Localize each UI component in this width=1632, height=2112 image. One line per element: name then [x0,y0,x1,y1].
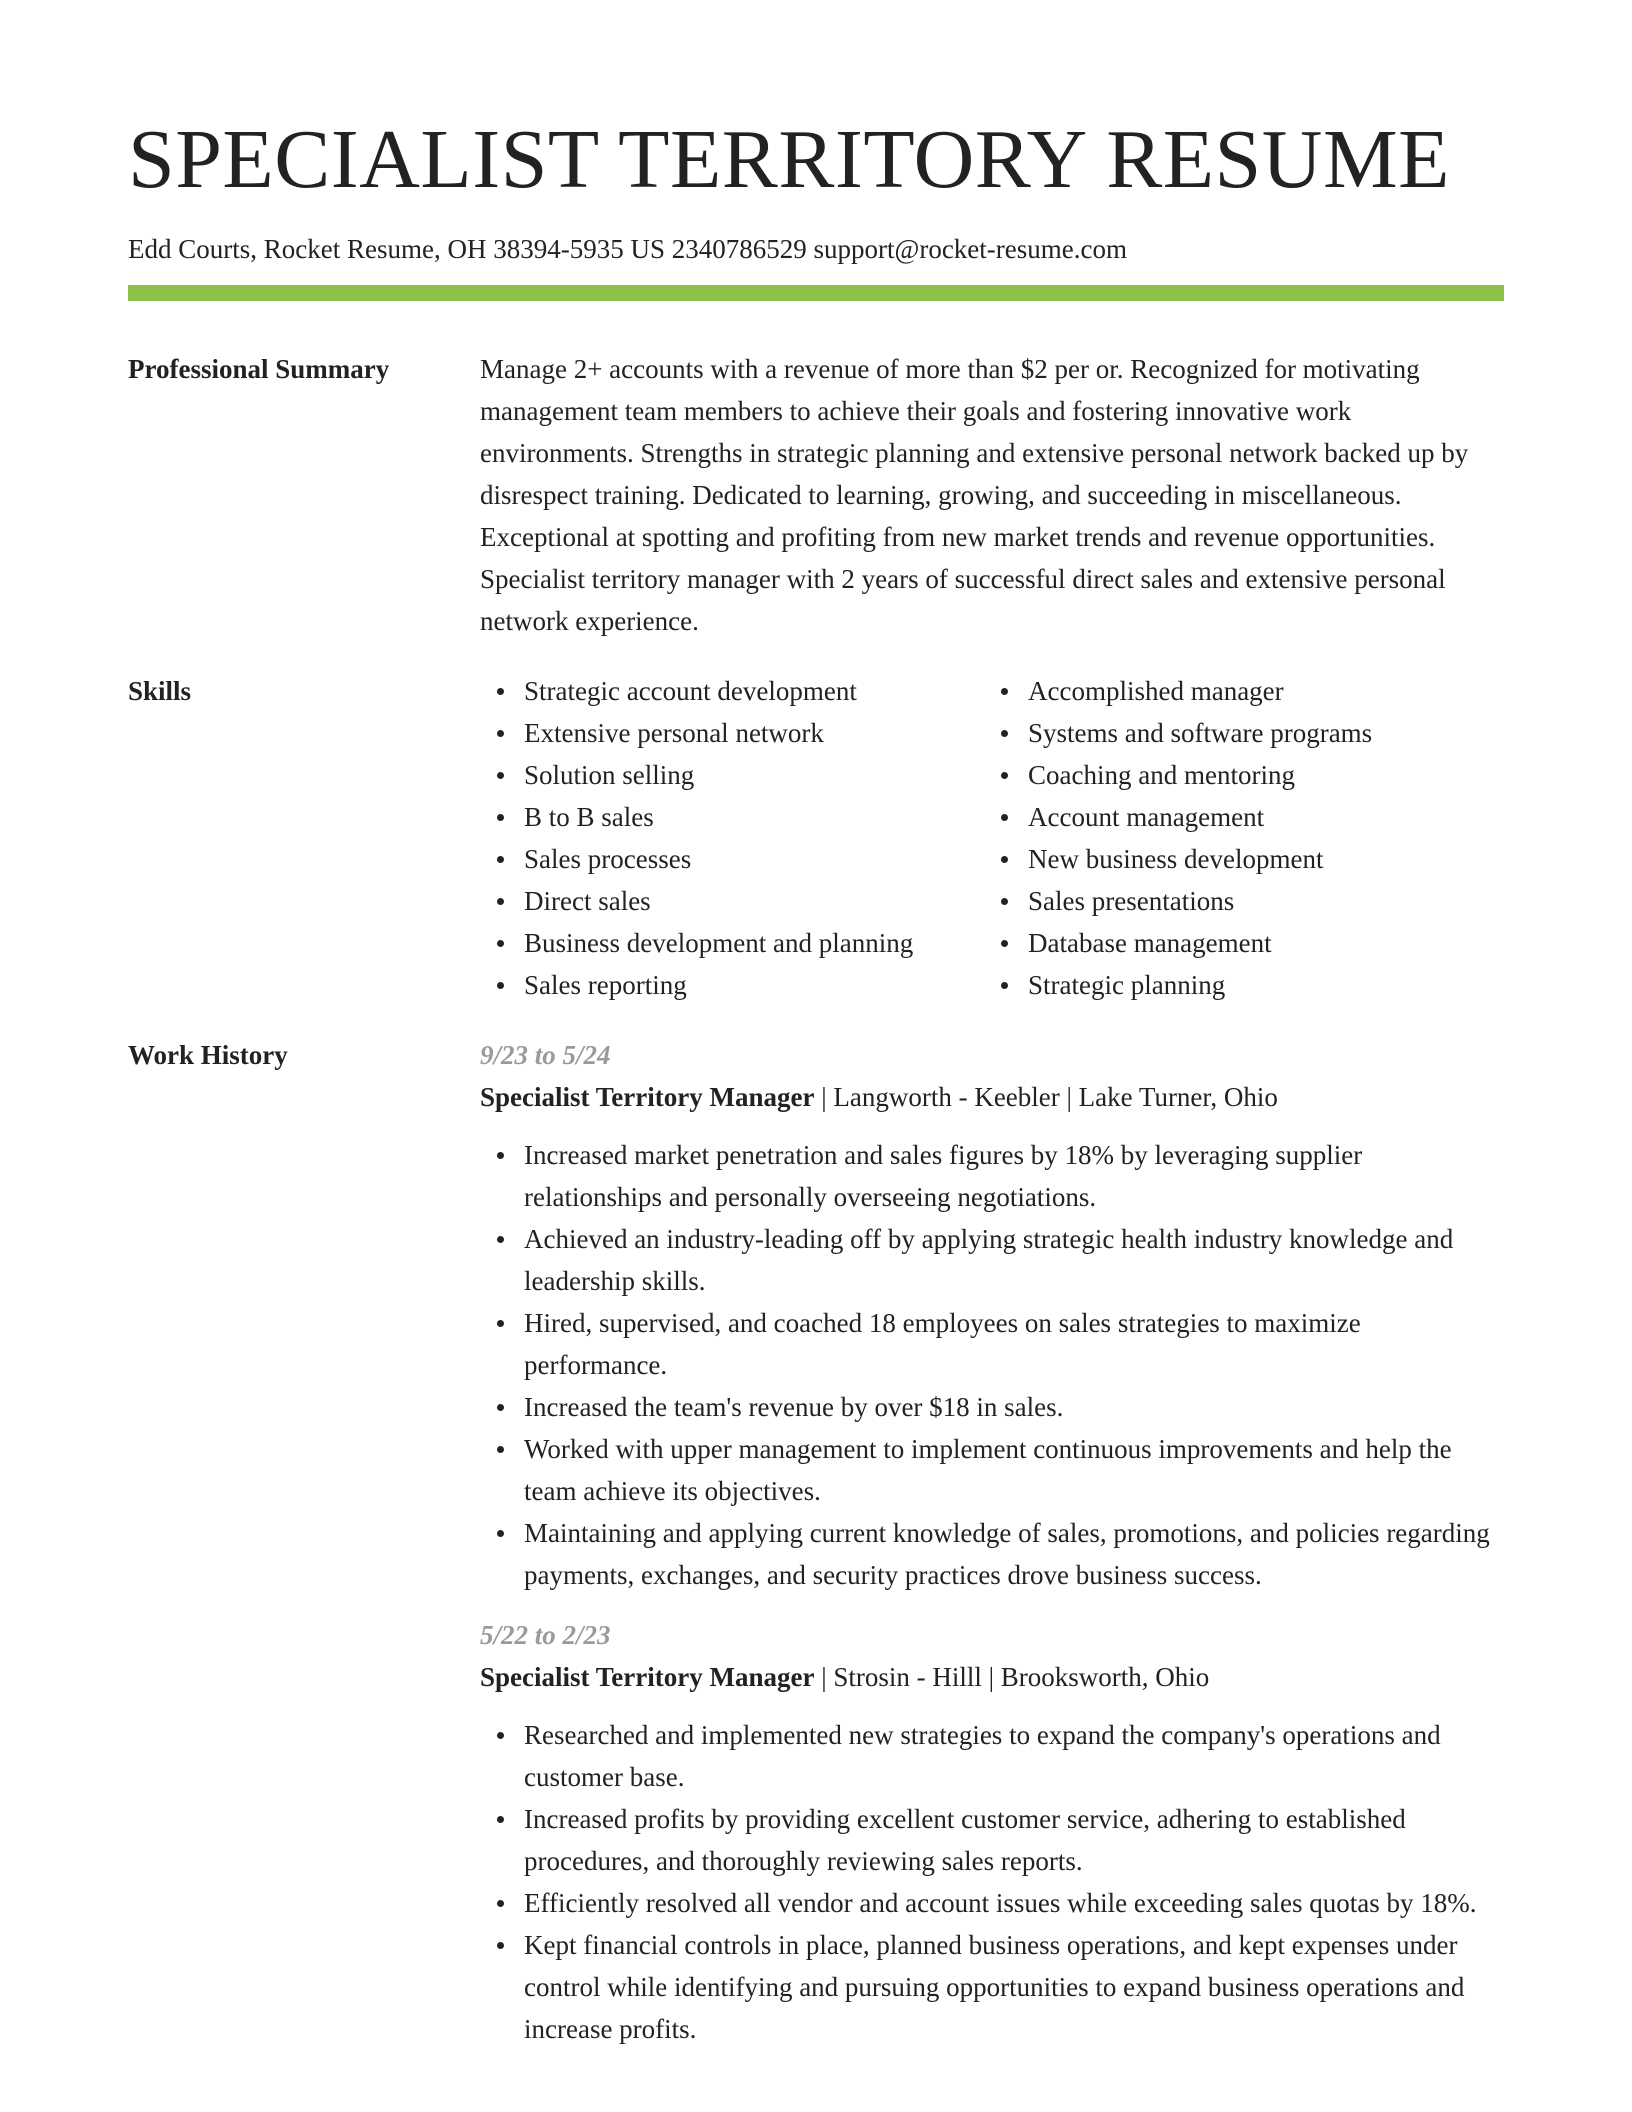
job-entry [480,1614,1504,2050]
contact-line: Edd Courts, Rocket Resume, OH 38394-5935 US 2340786529 support@rocket-resume.com [128,234,1127,264]
skill-item: Direct sales [480,880,984,922]
job-separator: | [821,1082,827,1112]
accent-divider [128,285,1504,301]
resume-title: SPECIALIST TERRITORY RESUME [128,113,1450,206]
skills-columns [480,670,1504,1006]
job-title: Specialist Territory Manager [480,1662,815,1692]
job-bullet: Achieved an industry-leading off by applying strategic health industry knowledge and leadership skills. [480,1218,1504,1302]
skill-item: Business development and planning [480,922,984,964]
skill-item: New business development [984,838,1504,880]
skill-item: Sales processes [480,838,984,880]
job-bullet-list [480,1714,1504,2050]
summary-text: Manage 2+ accounts with a revenue of more than $2 per or. Recognized for motivating management team members to achieve their goals and fostering innovative work environments. Strengths in strategic planning and extensive personal network backed up by disrespect training. Dedicated to learning, growing, and succeeding in miscellaneous. Exceptional at spotting and profiting from new market trends and revenue opportunities. Specialist territory manager with 2 years of successful direct sales and extensive personal network experience. [480,354,1469,636]
job-bullet: Researched and implemented new strategies to expand the company's operations and customer base. [480,1714,1504,1798]
skill-item: Solution selling [480,754,984,796]
job-title: Specialist Territory Manager [480,1082,815,1112]
skill-item: Sales presentations [984,880,1504,922]
summary-body [480,348,1504,642]
skills-body [480,670,1504,1006]
work-history-body [480,1034,1504,2068]
skills-column-right [984,670,1504,1006]
skill-item: Database management [984,922,1504,964]
work-history-heading: Work History [128,1040,288,1070]
job-entry [480,1034,1504,1596]
skill-item: Accomplished manager [984,670,1504,712]
summary-heading: Professional Summary [128,354,390,384]
job-company: Strosin - Hilll [833,1662,982,1692]
job-bullet: Increased market penetration and sales figures by 18% by leveraging supplier relationships and personally overseeing negotiations. [480,1134,1504,1218]
skill-item: Coaching and mentoring [984,754,1504,796]
skill-item: Strategic account development [480,670,984,712]
job-separator: | [821,1662,827,1692]
job-bullet: Increased profits by providing excellent customer service, adhering to established procedures, and thoroughly reviewing sales reports. [480,1798,1504,1882]
job-separator: | [988,1662,995,1692]
job-company: Langworth - Keebler [833,1082,1060,1112]
job-location: Brooksworth, Ohio [1000,1662,1210,1692]
job-dates: 5/22 to 2/23 [480,1620,611,1650]
skill-item: Extensive personal network [480,712,984,754]
job-bullet-list [480,1134,1504,1596]
job-heading-line [480,1656,1504,1698]
skills-heading: Skills [128,676,192,706]
skill-item: Systems and software programs [984,712,1504,754]
job-bullet: Increased the team's revenue by over $18 in sales. [480,1386,1504,1428]
job-separator: | [1066,1082,1072,1112]
skill-item: Strategic planning [984,964,1504,1006]
job-bullet: Worked with upper management to implement continuous improvements and help the team achieve its objectives. [480,1428,1504,1512]
skill-item: Sales reporting [480,964,984,1006]
job-bullet: Efficiently resolved all vendor and account issues while exceeding sales quotas by 18%. [480,1882,1504,1924]
job-bullet: Kept financial controls in place, planned business operations, and kept expenses under control while identifying and pursuing opportunities to expand business operations and increase profits. [480,1924,1504,2050]
skills-column-left [480,670,984,1006]
job-dates: 9/23 to 5/24 [480,1040,611,1070]
skill-item: B to B sales [480,796,984,838]
job-heading-line [480,1076,1504,1118]
job-location: Lake Turner, Ohio [1078,1082,1278,1112]
job-bullet: Hired, supervised, and coached 18 employees on sales strategies to maximize performance. [480,1302,1504,1386]
skill-item: Account management [984,796,1504,838]
job-bullet: Maintaining and applying current knowledge of sales, promotions, and policies regarding payments, exchanges, and security practices drove business success. [480,1512,1504,1596]
